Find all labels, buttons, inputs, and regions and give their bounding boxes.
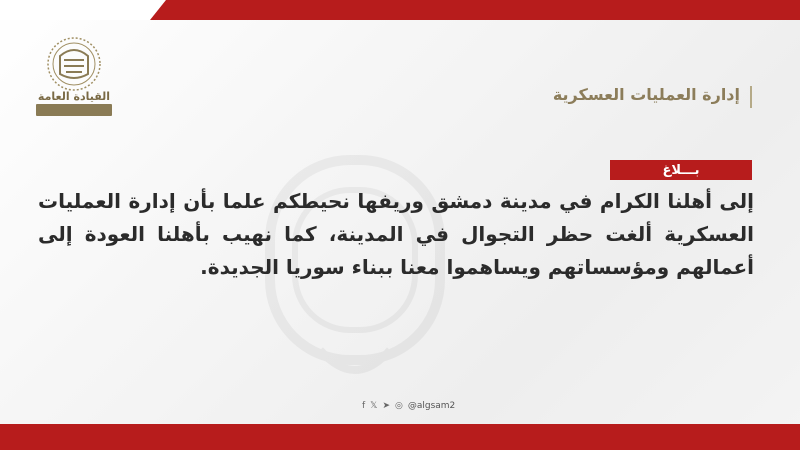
top-red-band [150,0,800,20]
social-footer [362,401,455,411]
at-icon: ◎ [394,400,403,411]
facebook-icon[interactable]: f [362,400,366,411]
logo-subtitle-bar [36,104,112,116]
social-handle[interactable]: @algsam2 [407,401,456,411]
title-accent-bar [750,86,752,108]
page-title: إدارة العمليات العسكرية [552,85,740,104]
logo-name: القيادة العامة [37,90,111,103]
x-icon[interactable]: 𝕏 [370,400,378,411]
bottom-red-band [0,424,800,450]
telegram-icon[interactable]: ➤ [382,400,390,411]
announcement-body: إلى أهلنا الكرام في مدينة دمشق وريفها نحيطكم علما بأن إدارة العمليات العسكرية ألغت حظر التجوال في المدينة، كما نهيب بأهلنا العودة إلى أعمالهم ومؤسساتهم ويساهموا معنا ببناء سوريا الجديدة. [38,189,754,279]
top-band-gap [0,0,160,20]
announcement-badge: بـــلاغ [610,160,752,180]
